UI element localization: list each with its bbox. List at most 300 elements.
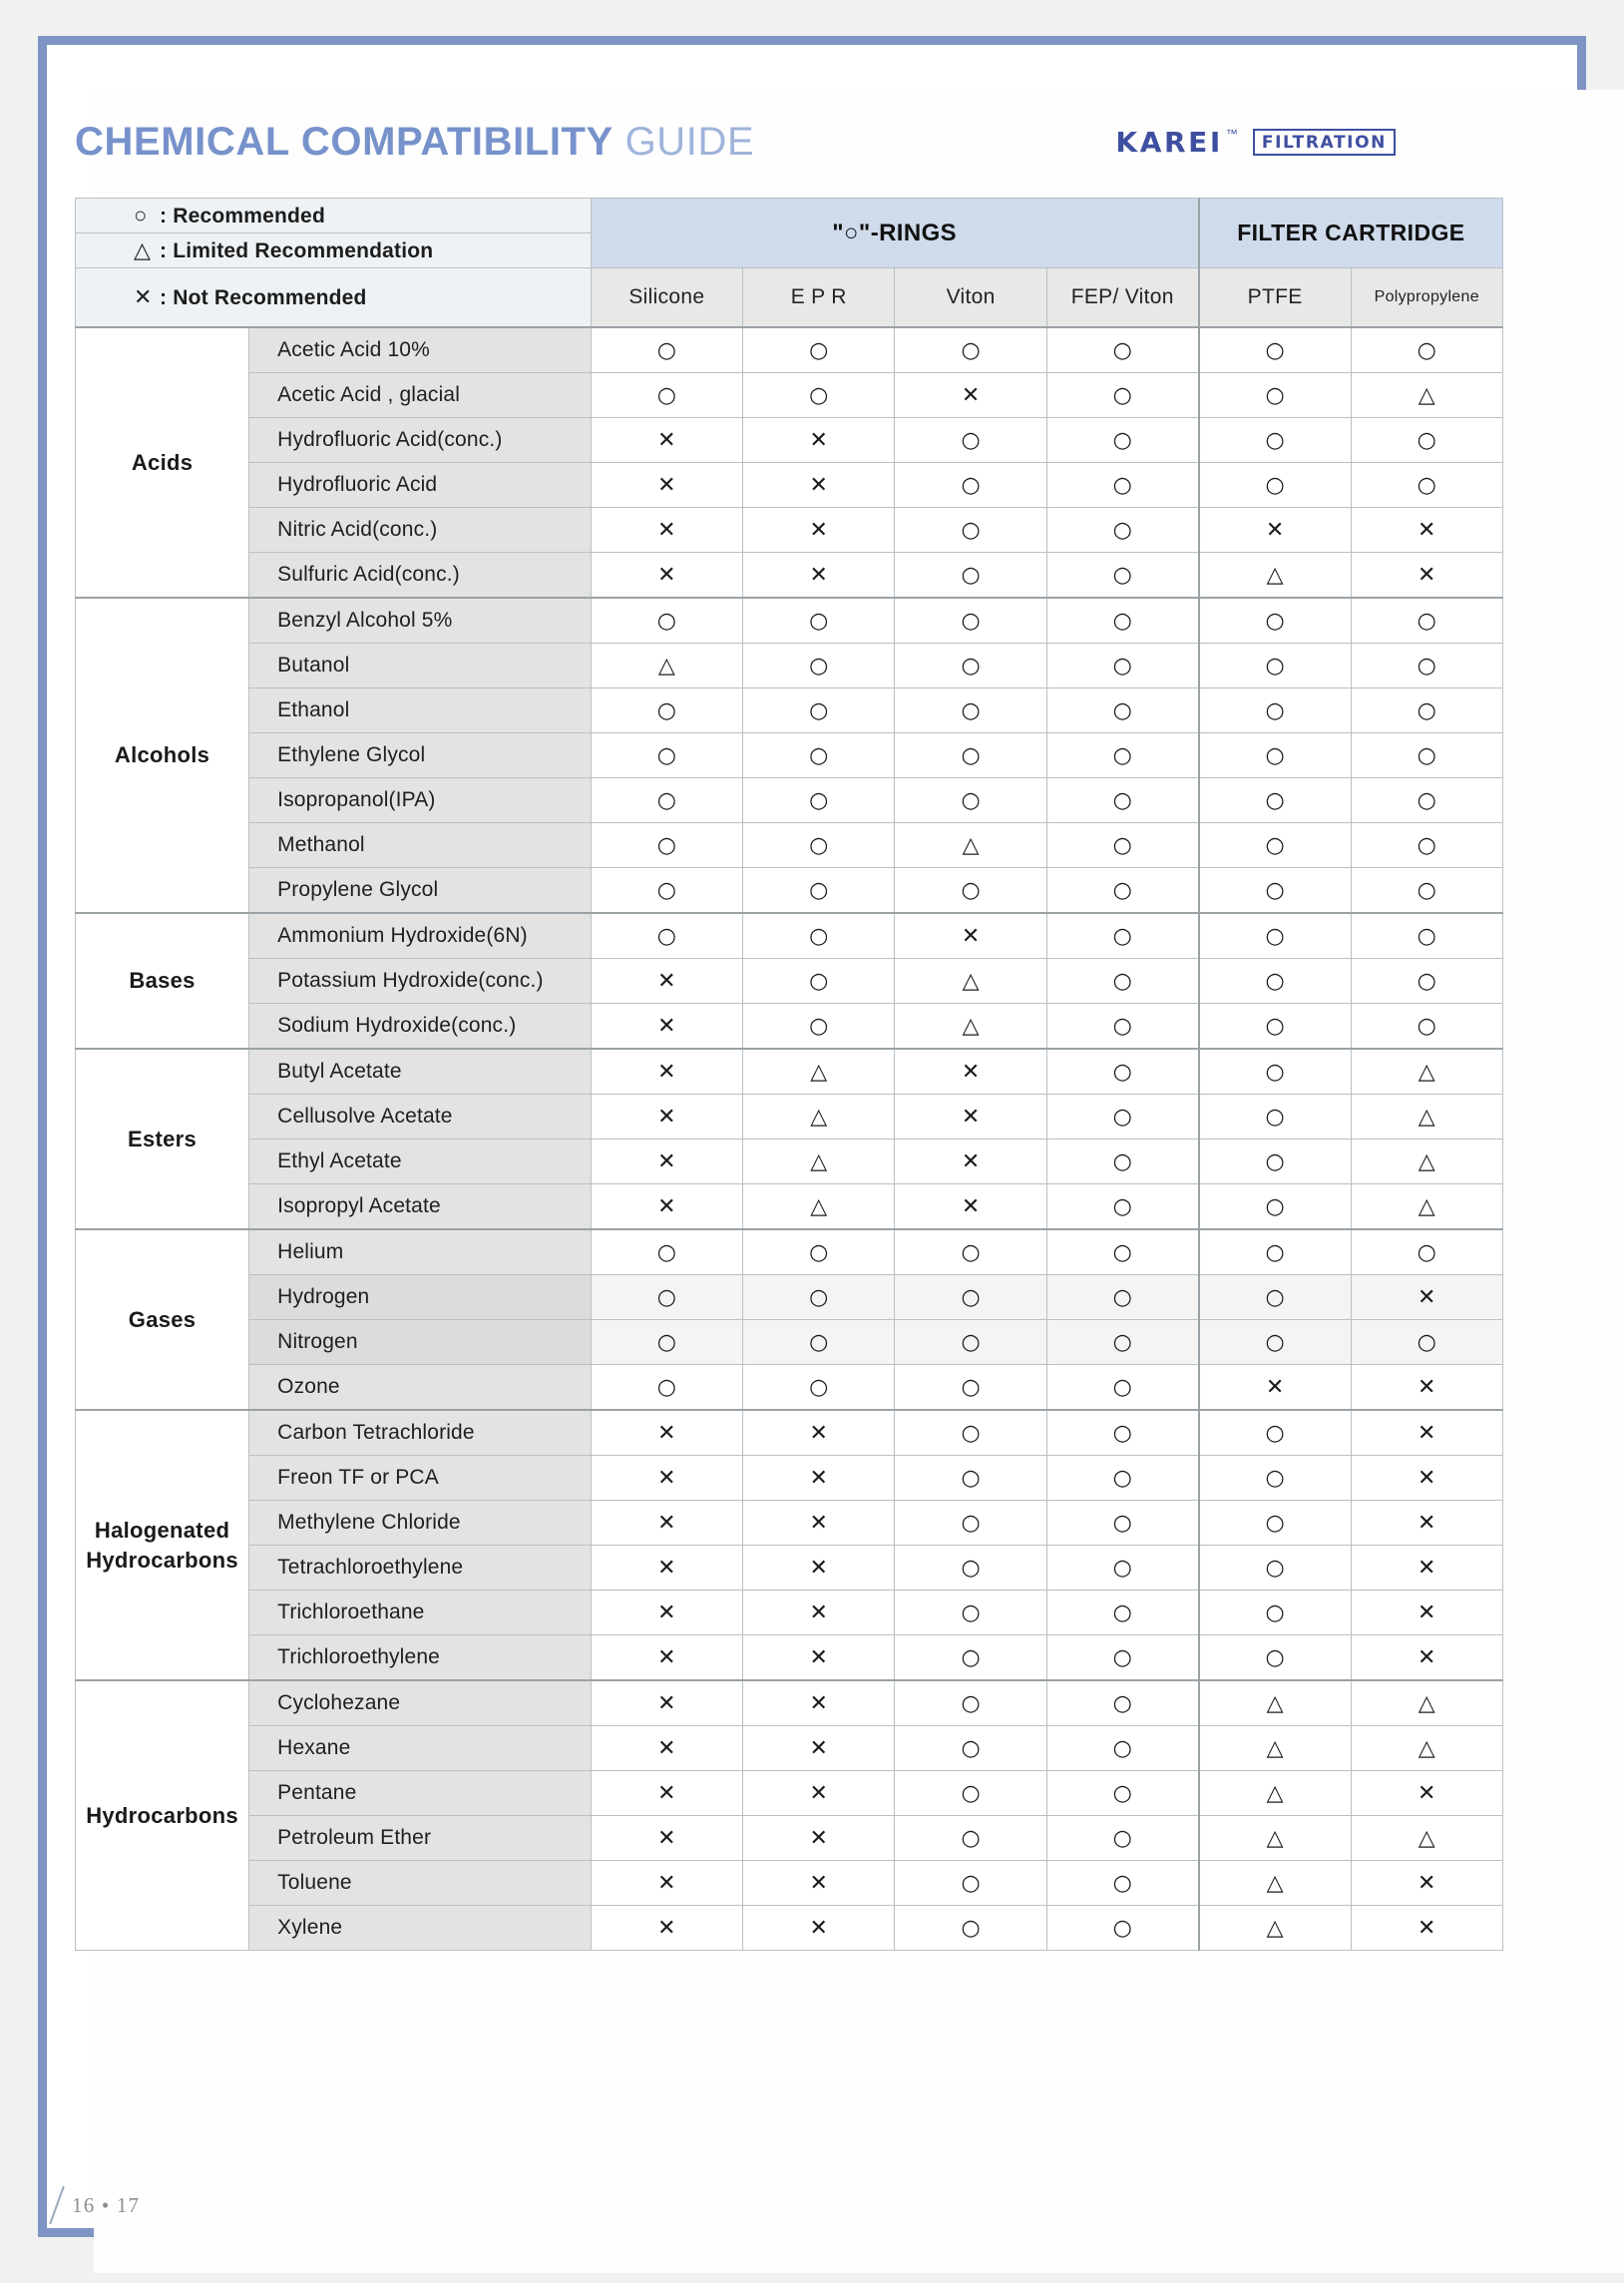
compatibility-value: ○ (1199, 1229, 1351, 1275)
compatibility-value: △ (1351, 373, 1502, 418)
compatibility-value: △ (1351, 1726, 1502, 1771)
compatibility-value: ✕ (591, 418, 742, 463)
category-label-halogenated-hydrocarbons: Halogenated Hydrocarbons (76, 1410, 249, 1680)
compatibility-value: ✕ (1199, 1365, 1351, 1411)
table-row (76, 1771, 1503, 1816)
compatibility-value: ○ (743, 733, 895, 778)
table-row (76, 1275, 1503, 1320)
chemical-name: Hydrofluoric Acid(conc.) (249, 418, 592, 463)
compatibility-table (75, 198, 1503, 1951)
compatibility-value: ○ (1351, 644, 1502, 688)
compatibility-value: △ (895, 823, 1046, 868)
compatibility-value: ✕ (1351, 1456, 1502, 1501)
compatibility-value: ○ (895, 1275, 1046, 1320)
compatibility-value: ○ (591, 1320, 742, 1365)
table-row (76, 913, 1503, 959)
group-header-o-rings: "○"-RINGS (591, 199, 1199, 268)
compatibility-value: △ (1351, 1184, 1502, 1230)
compatibility-value: ✕ (591, 1680, 742, 1726)
compatibility-value: ○ (1046, 1365, 1198, 1411)
compatibility-value: △ (895, 959, 1046, 1004)
compatibility-value: ✕ (895, 1184, 1046, 1230)
compatibility-value: ○ (1046, 1635, 1198, 1681)
compatibility-value: ○ (1046, 823, 1198, 868)
chemical-name: Benzyl Alcohol 5% (249, 598, 592, 644)
compatibility-value: ✕ (1351, 1861, 1502, 1906)
compatibility-value: ○ (591, 823, 742, 868)
compatibility-value: ○ (1199, 1456, 1351, 1501)
compatibility-value: ○ (1351, 913, 1502, 959)
cross-icon: ✕ (134, 284, 153, 309)
compatibility-value: ○ (1199, 1410, 1351, 1456)
compatibility-value: ✕ (1199, 508, 1351, 553)
compatibility-value: ○ (743, 327, 895, 373)
compatibility-value: △ (1351, 1049, 1502, 1095)
chemical-name: Butanol (249, 644, 592, 688)
compatibility-value: ○ (1046, 1726, 1198, 1771)
chemical-name: Cyclohezane (249, 1680, 592, 1726)
compatibility-value: ○ (1046, 959, 1198, 1004)
compatibility-value: ○ (1046, 1546, 1198, 1591)
compatibility-value: ○ (1046, 778, 1198, 823)
compatibility-value: ○ (1046, 553, 1198, 599)
compatibility-value: ○ (895, 327, 1046, 373)
compatibility-value: ○ (895, 1501, 1046, 1546)
compatibility-value: △ (1199, 1680, 1351, 1726)
compatibility-value: ○ (1046, 1184, 1198, 1230)
legend-item-limited: △ : Limited Recommendation (76, 233, 592, 268)
table-row (76, 1229, 1503, 1275)
table-row (76, 1140, 1503, 1184)
compatibility-value: ○ (1046, 1771, 1198, 1816)
compatibility-value: ○ (1046, 327, 1198, 373)
table-row (76, 418, 1503, 463)
compatibility-value: ○ (895, 598, 1046, 644)
compatibility-value: ✕ (1351, 1591, 1502, 1635)
legend-item-not-recommended: ✕ : Not Recommended (76, 268, 592, 328)
compatibility-value: ✕ (591, 508, 742, 553)
compatibility-value: ○ (591, 1365, 742, 1411)
compatibility-value: ○ (1199, 1591, 1351, 1635)
compatibility-value: ✕ (1351, 553, 1502, 599)
compatibility-value: ○ (1351, 1320, 1502, 1365)
chemical-name: Butyl Acetate (249, 1049, 592, 1095)
chemical-name: Ozone (249, 1365, 592, 1411)
compatibility-value: ○ (743, 823, 895, 868)
compatibility-value: ✕ (743, 1501, 895, 1546)
compatibility-value: ✕ (1351, 508, 1502, 553)
compatibility-value: ○ (895, 778, 1046, 823)
compatibility-value: △ (1199, 1861, 1351, 1906)
compatibility-value: ○ (1351, 823, 1502, 868)
logo-brand-text: KAREI (1115, 126, 1223, 159)
table-row (76, 644, 1503, 688)
compatibility-value: ○ (1199, 1546, 1351, 1591)
compatibility-value: ○ (1199, 1501, 1351, 1546)
compatibility-value: ○ (743, 373, 895, 418)
compatibility-value: ○ (591, 373, 742, 418)
compatibility-value: ○ (743, 1320, 895, 1365)
page-header (75, 120, 1551, 180)
category-label-esters: Esters (76, 1049, 249, 1229)
compatibility-value: ○ (1199, 598, 1351, 644)
compatibility-value: ○ (1046, 1816, 1198, 1861)
chemical-name: Acetic Acid , glacial (249, 373, 592, 418)
table-row (76, 1320, 1503, 1365)
table-row (76, 688, 1503, 733)
category-label-hydrocarbons: Hydrocarbons (76, 1680, 249, 1951)
compatibility-value: ○ (895, 1861, 1046, 1906)
chemical-name: Ethyl Acetate (249, 1140, 592, 1184)
compatibility-value: ✕ (591, 553, 742, 599)
chemical-name: Xylene (249, 1906, 592, 1951)
compatibility-value: ○ (1046, 418, 1198, 463)
compatibility-value: ✕ (591, 1861, 742, 1906)
compatibility-value: ✕ (743, 1816, 895, 1861)
table-row (76, 1095, 1503, 1140)
compatibility-value: ○ (1199, 823, 1351, 868)
compatibility-value: ○ (743, 778, 895, 823)
compatibility-value: ○ (1199, 1004, 1351, 1050)
category-label-gases: Gases (76, 1229, 249, 1410)
material-header-polypropylene: Polypropylene (1351, 268, 1502, 328)
compatibility-value: ○ (1046, 463, 1198, 508)
compatibility-value: ○ (1046, 373, 1198, 418)
compatibility-value: ○ (1199, 373, 1351, 418)
compatibility-value: ○ (895, 1320, 1046, 1365)
compatibility-value: ✕ (895, 1140, 1046, 1184)
table-row (76, 1635, 1503, 1681)
compatibility-value: ○ (591, 327, 742, 373)
compatibility-value: ○ (591, 598, 742, 644)
trademark-icon: ™ (1225, 126, 1238, 141)
compatibility-value: ○ (1046, 1095, 1198, 1140)
compatibility-value: △ (895, 1004, 1046, 1050)
compatibility-value: ○ (743, 688, 895, 733)
table-row (76, 1726, 1503, 1771)
compatibility-value: ○ (895, 733, 1046, 778)
compatibility-value: ✕ (1351, 1501, 1502, 1546)
compatibility-value: ○ (895, 553, 1046, 599)
table-row (76, 1365, 1503, 1411)
compatibility-value: ○ (895, 688, 1046, 733)
compatibility-value: ○ (1046, 1140, 1198, 1184)
compatibility-value: ✕ (743, 1680, 895, 1726)
compatibility-value: ○ (743, 1004, 895, 1050)
chemical-name: Potassium Hydroxide(conc.) (249, 959, 592, 1004)
compatibility-value: ○ (1351, 327, 1502, 373)
table-row (76, 373, 1503, 418)
compatibility-value: ✕ (1351, 1635, 1502, 1681)
compatibility-value: ○ (1351, 733, 1502, 778)
karei-logo (1115, 126, 1396, 159)
compatibility-value: ✕ (591, 1546, 742, 1591)
compatibility-value: ○ (1046, 913, 1198, 959)
compatibility-value: ○ (1046, 1275, 1198, 1320)
table-row (76, 1816, 1503, 1861)
table-row (76, 1004, 1503, 1050)
compatibility-value: ○ (1046, 1229, 1198, 1275)
chemical-name: Helium (249, 1229, 592, 1275)
chemical-name: Nitrogen (249, 1320, 592, 1365)
compatibility-value: ○ (1046, 688, 1198, 733)
compatibility-value: ○ (1351, 959, 1502, 1004)
table-row (76, 959, 1503, 1004)
compatibility-value: ○ (895, 868, 1046, 914)
compatibility-value: ✕ (591, 1726, 742, 1771)
compatibility-value: ○ (743, 1229, 895, 1275)
compatibility-value: ○ (1046, 1410, 1198, 1456)
chemical-name: Cellusolve Acetate (249, 1095, 592, 1140)
table-row (76, 1591, 1503, 1635)
compatibility-value: ✕ (743, 1771, 895, 1816)
compatibility-value: △ (1199, 1906, 1351, 1951)
table-row (76, 1049, 1503, 1095)
compatibility-value: △ (743, 1095, 895, 1140)
compatibility-value: ✕ (743, 508, 895, 553)
compatibility-value: ○ (1199, 418, 1351, 463)
compatibility-value: ✕ (591, 1410, 742, 1456)
chemical-name: Methylene Chloride (249, 1501, 592, 1546)
compatibility-value: ○ (1351, 778, 1502, 823)
compatibility-value: ✕ (1351, 1410, 1502, 1456)
compatibility-value: ✕ (743, 418, 895, 463)
compatibility-value: ✕ (591, 1635, 742, 1681)
compatibility-value: ○ (895, 644, 1046, 688)
compatibility-value: ○ (1046, 508, 1198, 553)
compatibility-value: ✕ (1351, 1365, 1502, 1411)
chemical-name: Hydrogen (249, 1275, 592, 1320)
compatibility-value: ✕ (591, 1049, 742, 1095)
compatibility-value: ○ (1199, 1635, 1351, 1681)
compatibility-value: ○ (743, 598, 895, 644)
compatibility-value: ✕ (591, 1816, 742, 1861)
compatibility-value: ✕ (591, 1140, 742, 1184)
compatibility-value: ○ (591, 1229, 742, 1275)
chemical-name: Petroleum Ether (249, 1816, 592, 1861)
chemical-name: Trichloroethylene (249, 1635, 592, 1681)
compatibility-value: ○ (1351, 688, 1502, 733)
compatibility-value: ○ (1351, 868, 1502, 914)
chemical-name: Acetic Acid 10% (249, 327, 592, 373)
compatibility-value: ○ (1199, 463, 1351, 508)
table-row (76, 327, 1503, 373)
compatibility-value: ✕ (591, 1501, 742, 1546)
compatibility-value: ○ (591, 688, 742, 733)
chemical-name: Pentane (249, 1771, 592, 1816)
compatibility-value: ✕ (591, 1771, 742, 1816)
compatibility-value: ✕ (1351, 1906, 1502, 1951)
compatibility-value: ✕ (743, 1410, 895, 1456)
table-row (76, 1906, 1503, 1951)
chemical-name: Nitric Acid(conc.) (249, 508, 592, 553)
table-row (76, 868, 1503, 914)
compatibility-value: ✕ (743, 1456, 895, 1501)
compatibility-value: ○ (1199, 644, 1351, 688)
material-header-silicone: Silicone (591, 268, 742, 328)
table-row (76, 1861, 1503, 1906)
compatibility-value: ○ (1046, 1456, 1198, 1501)
compatibility-value: △ (743, 1184, 895, 1230)
compatibility-value: △ (1351, 1816, 1502, 1861)
compatibility-value: ○ (1351, 418, 1502, 463)
compatibility-value: ○ (1351, 463, 1502, 508)
chemical-name: Carbon Tetrachloride (249, 1410, 592, 1456)
compatibility-value: ○ (1046, 1591, 1198, 1635)
compatibility-value: ○ (591, 1275, 742, 1320)
triangle-icon: △ (134, 237, 152, 262)
table-body (76, 199, 1503, 1951)
chemical-name: Sodium Hydroxide(conc.) (249, 1004, 592, 1050)
table-row (76, 1680, 1503, 1726)
compatibility-value: ○ (895, 463, 1046, 508)
compatibility-value: ○ (1046, 1501, 1198, 1546)
compatibility-value: ○ (895, 1546, 1046, 1591)
chemical-name: Hydrofluoric Acid (249, 463, 592, 508)
category-label-alcohols: Alcohols (76, 598, 249, 913)
compatibility-value: ✕ (1351, 1771, 1502, 1816)
compatibility-value: ○ (743, 913, 895, 959)
chemical-name: Sulfuric Acid(conc.) (249, 553, 592, 599)
compatibility-value: ✕ (743, 1906, 895, 1951)
compatibility-value: ○ (895, 1410, 1046, 1456)
compatibility-value: ○ (1046, 1906, 1198, 1951)
compatibility-value: ✕ (591, 959, 742, 1004)
compatibility-value: ✕ (743, 1546, 895, 1591)
compatibility-value: ✕ (743, 1726, 895, 1771)
chemical-name: Ethanol (249, 688, 592, 733)
table-row (76, 778, 1503, 823)
compatibility-value: ○ (1199, 868, 1351, 914)
legend-item-recommended: ○ : Recommended (76, 199, 592, 233)
compatibility-value: ○ (743, 959, 895, 1004)
compatibility-value: ○ (1046, 868, 1198, 914)
compatibility-value: ○ (1199, 1095, 1351, 1140)
circle-icon: ○ (134, 203, 148, 228)
compatibility-value: ○ (1199, 688, 1351, 733)
compatibility-value: ○ (1199, 1275, 1351, 1320)
compatibility-value: ✕ (591, 1095, 742, 1140)
chemical-name: Propylene Glycol (249, 868, 592, 914)
material-header-viton: Viton (895, 268, 1046, 328)
compatibility-value: ○ (743, 1365, 895, 1411)
table-row (76, 1501, 1503, 1546)
compatibility-value: △ (1199, 1816, 1351, 1861)
chemical-name: Ethylene Glycol (249, 733, 592, 778)
compatibility-value: ○ (895, 418, 1046, 463)
compatibility-value: ○ (895, 1816, 1046, 1861)
compatibility-value: ○ (1199, 327, 1351, 373)
chemical-name: Tetrachloroethylene (249, 1546, 592, 1591)
compatibility-value: ○ (1046, 733, 1198, 778)
compatibility-value: ○ (743, 1275, 895, 1320)
compatibility-value: ○ (1046, 1004, 1198, 1050)
compatibility-value: ○ (1046, 1680, 1198, 1726)
table-row (76, 553, 1503, 599)
page-title-light: GUIDE (624, 120, 755, 164)
compatibility-value: ✕ (895, 1095, 1046, 1140)
material-header-fep-viton: FEP/ Viton (1046, 268, 1198, 328)
chemical-name: Isopropyl Acetate (249, 1184, 592, 1230)
compatibility-value: ○ (591, 778, 742, 823)
compatibility-value: ○ (895, 1635, 1046, 1681)
compatibility-value: △ (743, 1049, 895, 1095)
compatibility-value: ○ (1351, 1004, 1502, 1050)
compatibility-value: ○ (1046, 1049, 1198, 1095)
compatibility-value: ○ (1199, 778, 1351, 823)
compatibility-value: △ (1199, 1726, 1351, 1771)
compatibility-value: ✕ (895, 1049, 1046, 1095)
category-label-bases: Bases (76, 913, 249, 1049)
compatibility-value: ✕ (743, 1861, 895, 1906)
compatibility-value: △ (1351, 1140, 1502, 1184)
table-row (76, 1184, 1503, 1230)
compatibility-value: ○ (895, 1591, 1046, 1635)
compatibility-value: ○ (1351, 598, 1502, 644)
table-row (76, 508, 1503, 553)
compatibility-value: ✕ (743, 463, 895, 508)
compatibility-value: ○ (1199, 1049, 1351, 1095)
chemical-name: Isopropanol(IPA) (249, 778, 592, 823)
compatibility-value: ✕ (591, 1184, 742, 1230)
chemical-name: Hexane (249, 1726, 592, 1771)
compatibility-value: ○ (743, 644, 895, 688)
compatibility-value: ○ (895, 508, 1046, 553)
table-row (76, 733, 1503, 778)
compatibility-value: ○ (1199, 1184, 1351, 1230)
chemical-name: Ammonium Hydroxide(6N) (249, 913, 592, 959)
compatibility-value: ✕ (591, 463, 742, 508)
compatibility-value: △ (1199, 553, 1351, 599)
compatibility-value: ○ (895, 1771, 1046, 1816)
page-number: 16 • 17 (72, 2192, 141, 2217)
page-title (75, 120, 754, 165)
compatibility-value: ✕ (895, 373, 1046, 418)
table-header-row-materials (76, 268, 1503, 328)
chemical-name: Methanol (249, 823, 592, 868)
compatibility-value: ○ (1199, 1320, 1351, 1365)
compatibility-value: ✕ (1351, 1275, 1502, 1320)
compatibility-value: ✕ (591, 1004, 742, 1050)
material-header-ptfe: PTFE (1199, 268, 1351, 328)
compatibility-value: △ (591, 644, 742, 688)
compatibility-value: ○ (895, 1726, 1046, 1771)
compatibility-value: ✕ (743, 553, 895, 599)
compatibility-value: ○ (591, 913, 742, 959)
compatibility-value: ○ (591, 733, 742, 778)
compatibility-value: ✕ (743, 1591, 895, 1635)
table-row (76, 598, 1503, 644)
compatibility-value: ○ (1199, 913, 1351, 959)
compatibility-value: ✕ (591, 1906, 742, 1951)
compatibility-value: ○ (895, 1365, 1046, 1411)
compatibility-value: ○ (1046, 598, 1198, 644)
compatibility-value: △ (1199, 1771, 1351, 1816)
compatibility-value: ○ (1351, 1229, 1502, 1275)
table-row (76, 1456, 1503, 1501)
compatibility-value: ○ (895, 1680, 1046, 1726)
logo-filtration-text: FILTRATION (1253, 129, 1396, 156)
table-row (76, 463, 1503, 508)
chemical-name: Freon TF or PCA (249, 1456, 592, 1501)
compatibility-value: ○ (1199, 733, 1351, 778)
group-header-filter-cartridge: FILTER CARTRIDGE (1199, 199, 1503, 268)
compatibility-value: ○ (895, 1229, 1046, 1275)
compatibility-value: ○ (591, 868, 742, 914)
chemical-name: Trichloroethane (249, 1591, 592, 1635)
page-footer (56, 2185, 140, 2225)
table-row (76, 1410, 1503, 1456)
